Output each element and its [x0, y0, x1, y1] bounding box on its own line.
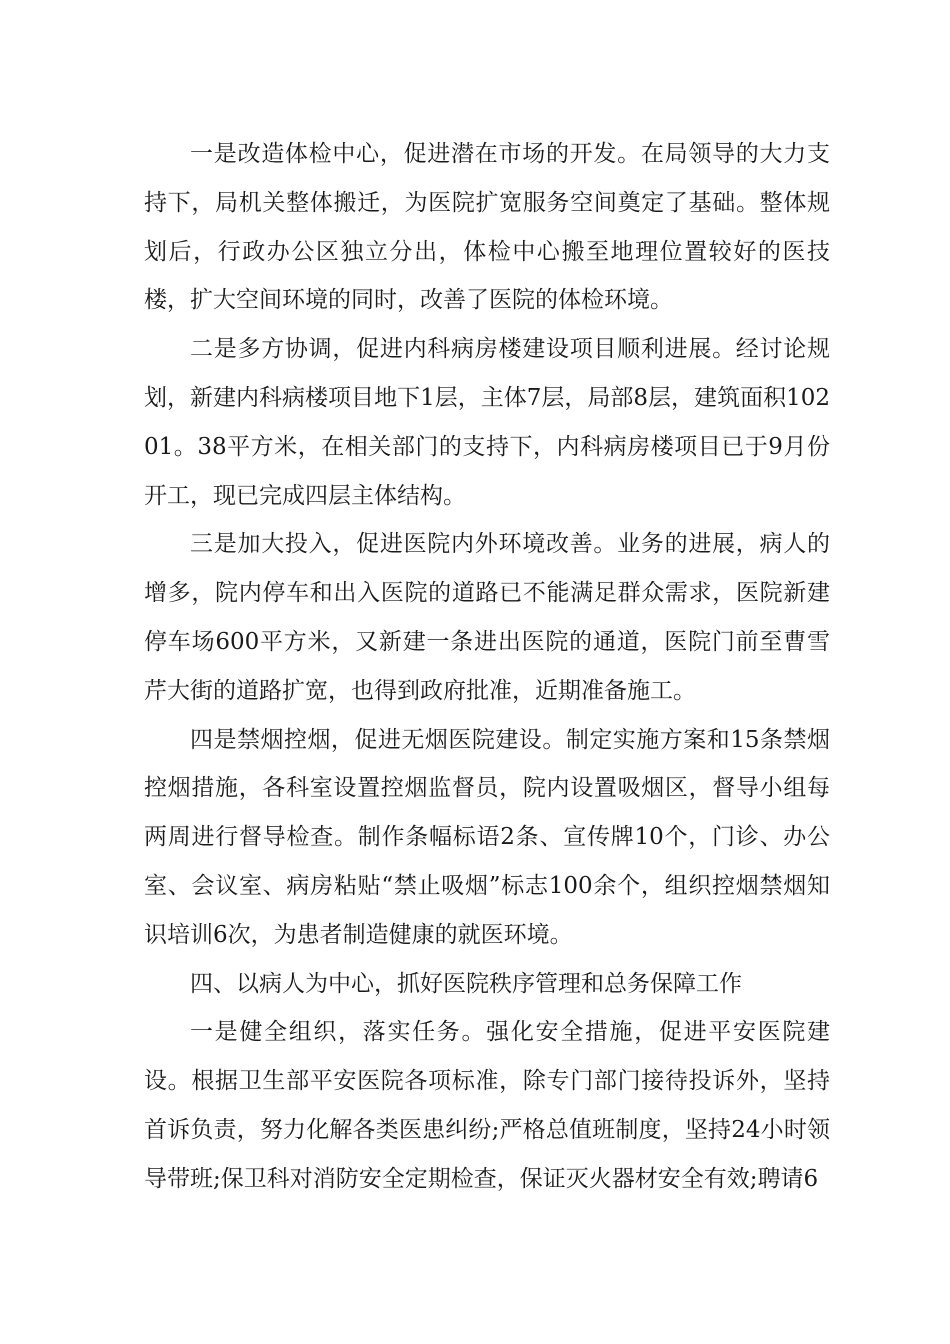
document-body [144, 130, 830, 1204]
paragraph-environment-improvement: 三是加大投入，促进医院内外环境改善。业务的进展，病人的增多，院内停车和出入医院的道路已不能满足群众需求，医院新建停车场600平方米，又新建一条进出医院的通道，医院门前至曹雪芹大街的道路扩宽，也得到政府批准，近期准备施工。 [144, 531, 830, 704]
section-heading-patient-centered: 四、以病人为中心，抓好医院秩序管理和总务保障工作 [190, 970, 742, 997]
paragraph-physical-exam-center: 一是改造体检中心，促进潜在市场的开发。在局领导的大力支持下，局机关整体搬迁，为医院扩宽服务空间奠定了基础。整体规划后，行政办公区独立分出，体检中心搬至地理位置较好的医技楼，扩大空间环境的同时，改善了医院的体检环境。 [144, 141, 830, 314]
paragraph-smoke-free-hospital: 四是禁烟控烟，促进无烟医院建设。制定实施方案和15条禁烟控烟措施，各科室设置控烟监督员，院内设置吸烟区，督导小组每两周进行督导检查。制作条幅标语2条、宣传牌10个，门诊、办公室、会议室、病房粘贴“禁止吸烟”标志100余个，组织控烟禁烟知识培训6次，为患者制造健康的就医环境。 [144, 726, 830, 948]
paragraph-inpatient-building: 二是多方协调，促进内科病房楼建设项目顺利进展。经讨论规划，新建内科病楼项目地下1层，主体7层，局部8层，建筑面积10201。38平方米，在相关部门的支持下，内科病房楼项目已于9月份开工，现已完成四层主体结构。 [144, 336, 830, 509]
paragraph-safety-measures: 一是健全组织，落实任务。强化安全措施，促进平安医院建设。根据卫生部平安医院各项标准，除专门部门接待投诉外，坚持首诉负责，努力化解各类医患纠纷;严格总值班制度，坚持24小时领导带班;保卫科对消防安全定期检查，保证灭火器材安全有效;聘请6 [144, 1019, 830, 1192]
